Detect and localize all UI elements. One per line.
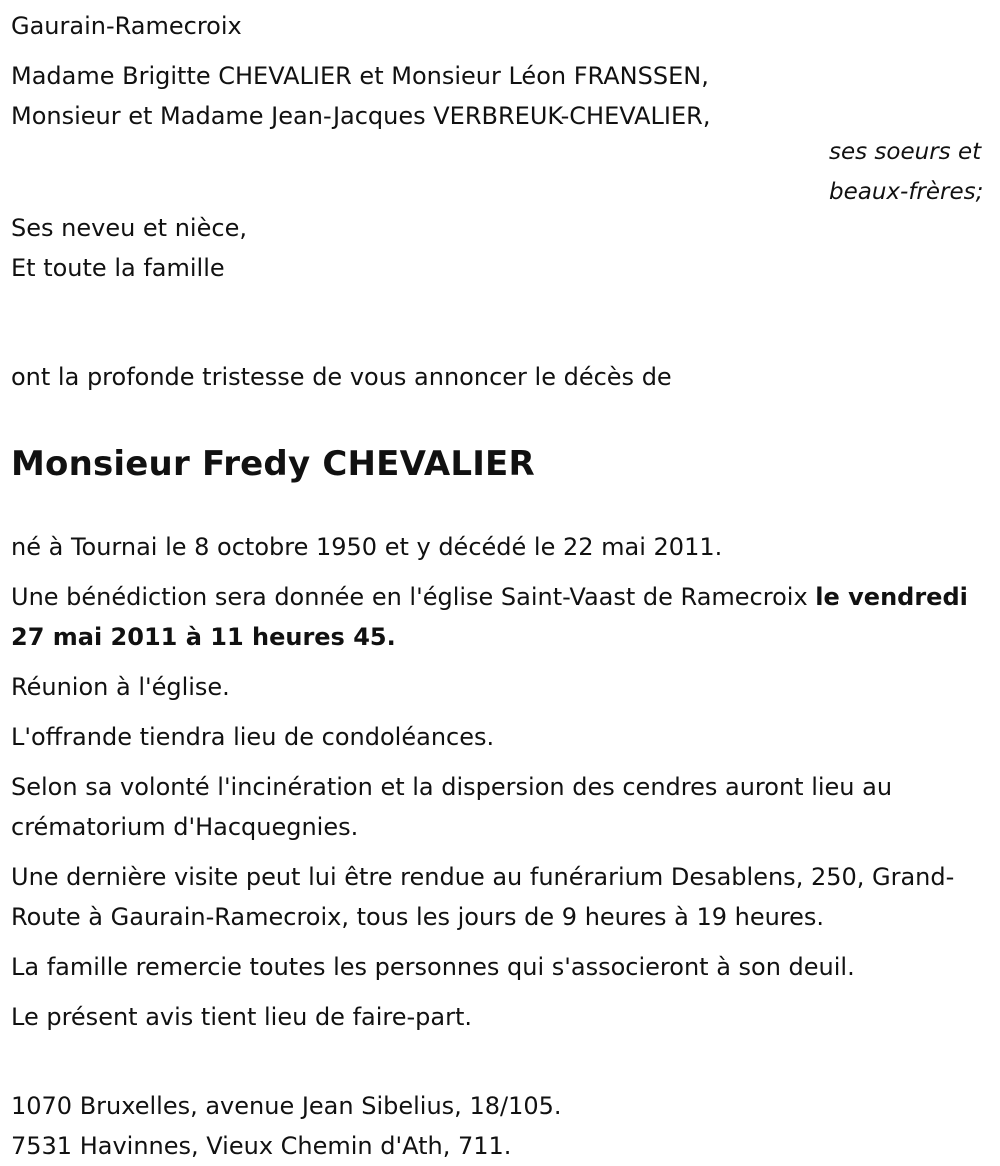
address-line-1: 1070 Bruxelles, avenue Jean Sibelius, 18/105. xyxy=(11,1092,562,1120)
death-notice xyxy=(11,6,996,1166)
birth-death-text: né à Tournai le 8 octobre 1950 et y décédé le 22 mai 2011. xyxy=(11,533,723,561)
offering-paragraph: L'offrande tiendra lieu de condoléances. xyxy=(11,723,495,751)
ceremony-paragraph xyxy=(11,577,996,657)
addresses xyxy=(11,1086,996,1166)
location-heading: Gaurain-Ramecroix xyxy=(11,12,242,40)
relation-line-1: ses soeurs et xyxy=(829,139,982,165)
ceremony-date: le vendredi 27 mai 2011 à 11 heures 45. xyxy=(11,583,968,651)
family-block xyxy=(11,56,996,205)
family-line-2: Monsieur et Madame Jean-Jacques VERBREUK-CHEVALIER, xyxy=(11,102,711,130)
thanks-paragraph: La famille remercie toutes les personnes qui s'associeront à son deuil. xyxy=(11,953,855,981)
relation-note xyxy=(829,132,983,212)
faire-part-paragraph: Le présent avis tient lieu de faire-part. xyxy=(11,1003,473,1031)
other-relatives xyxy=(11,208,996,288)
meeting-paragraph: Réunion à l'église. xyxy=(11,673,230,701)
address-line-2: 7531 Havinnes, Vieux Chemin d'Ath, 711. xyxy=(11,1132,512,1160)
relation-line-2: beaux-frères; xyxy=(829,179,984,205)
ceremony-text: Une bénédiction sera donnée en l'église Saint-Vaast de Ramecroix xyxy=(11,583,816,611)
cremation-paragraph: Selon sa volonté l'incinération et la dispersion des cendres auront lieu au crématorium d'Hacquegnies. xyxy=(11,773,893,841)
visit-paragraph: Une dernière visite peut lui être rendue au funérarium Desablens, 250, Grand-Route à Gaurain-Ramecroix, tous les jours de 9 heures à 19 heures. xyxy=(11,863,955,931)
announcement-text: ont la profonde tristesse de vous annoncer le décès de xyxy=(11,363,672,391)
whole-family-line: Et toute la famille xyxy=(11,254,225,282)
family-line-1: Madame Brigitte CHEVALIER et Monsieur Léon FRANSSEN, xyxy=(11,62,709,90)
nephew-niece-line: Ses neveu et nièce, xyxy=(11,214,247,242)
deceased-name: Monsieur Fredy CHEVALIER xyxy=(11,444,535,484)
